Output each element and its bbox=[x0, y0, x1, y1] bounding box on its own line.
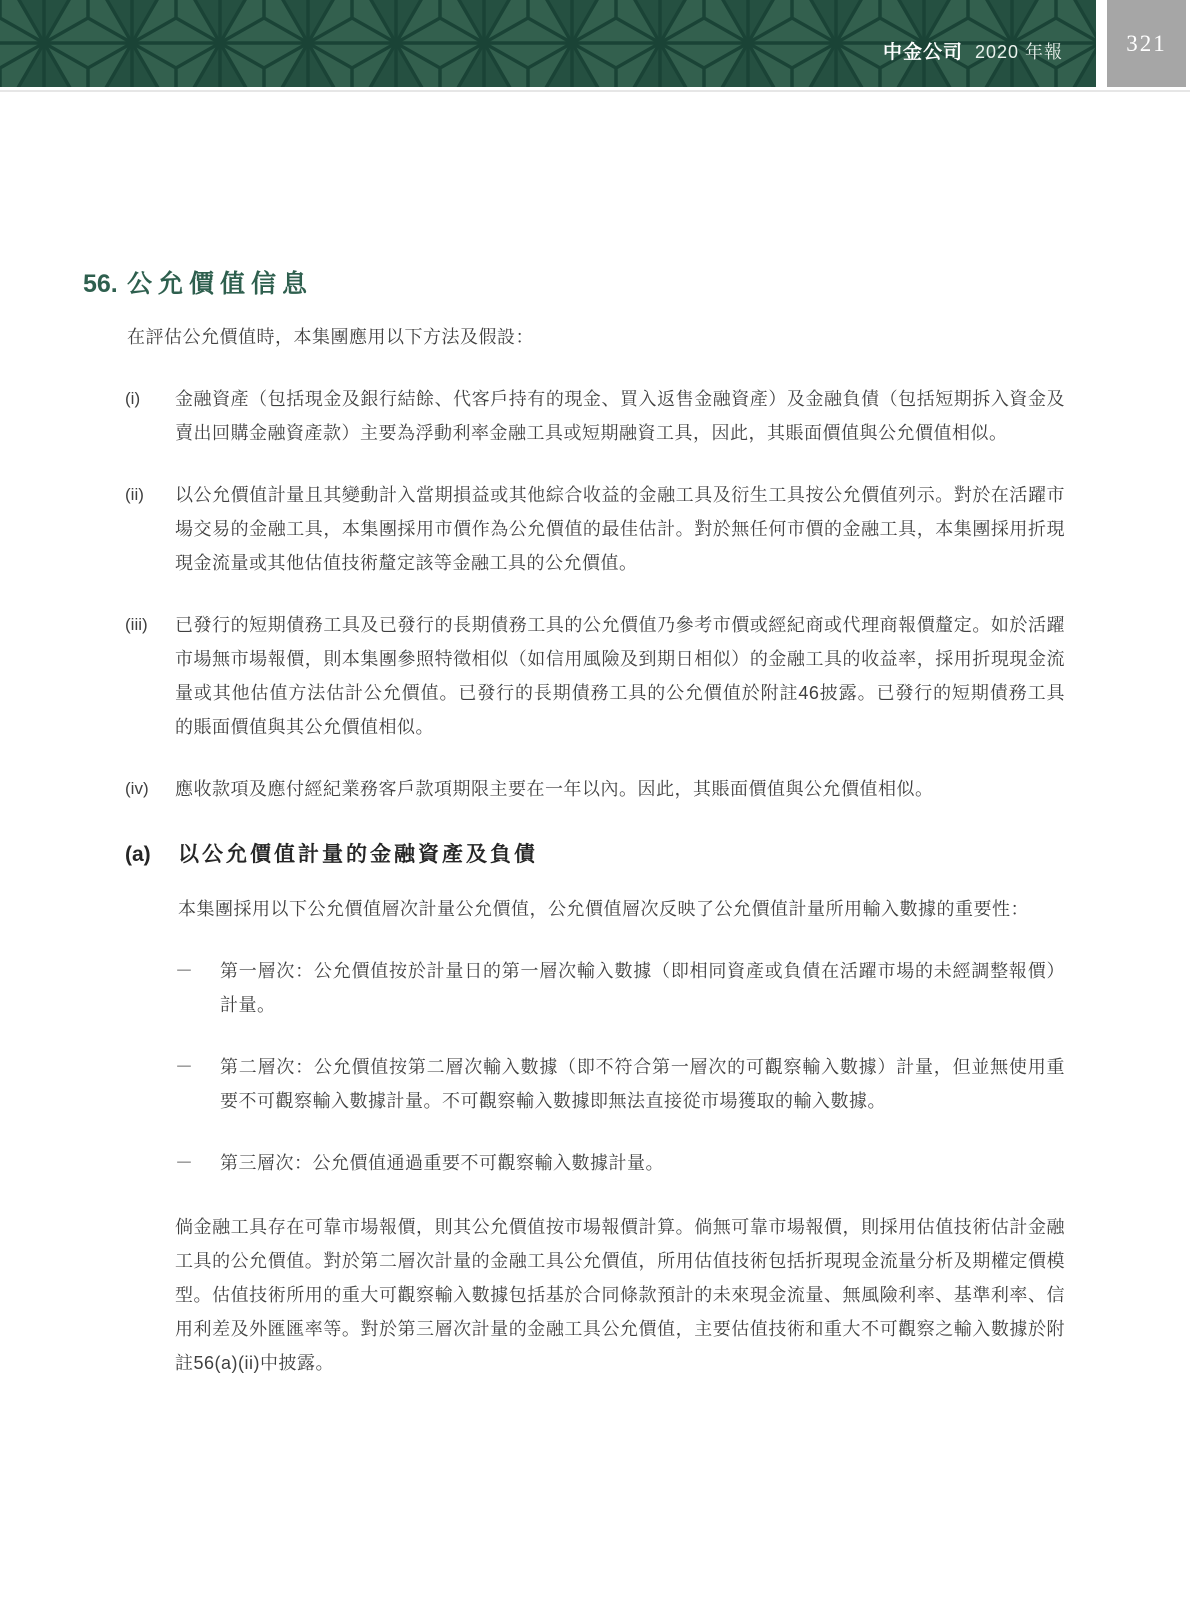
list-item-label: (iv) bbox=[125, 779, 149, 798]
document-content bbox=[83, 264, 1065, 1380]
list-item-text: 以公允價值計量且其變動計入當期損益或其他綜合收益的金融工具及衍生工具按公允價值列示。對於在活躍市場交易的金融工具，本集團採用市價作為公允價值的最佳估計。對於無任何市價的金融工具，本集團採用折現現金流量或其他估值技術釐定該等金融工具的公允價值。 bbox=[175, 485, 1065, 573]
section-intro: 在評估公允價值時，本集團應用以下方法及假設： bbox=[127, 327, 534, 347]
list-item-text: 已發行的短期債務工具及已發行的長期債務工具的公允價值乃參考市價或經紀商或代理商報價釐定。如於活躍市場無市場報價，則本集團參照特徵相似（如信用風險及到期日相似）的金融工具的收益率，採用折現現金流量或其他估值方法估計公允價值。已發行的長期債務工具的公允價值於附註46披露。已發行的短期債務工具的賬面價值與其公允價值相似。 bbox=[175, 615, 1065, 737]
company-name: 中金公司 bbox=[882, 42, 963, 63]
closing-paragraph: 倘金融工具存在可靠市場報價，則其公允價值按市場報價計算。倘無可靠市場報價，則採用估值技術估計金融工具的公允價值。對於第二層次計量的金融工具公允價值，所用估值技術包括折現現金流量分析及期權定價模型。估值技術所用的重大可觀察輸入數據包括基於合同條款預計的未來現金流量、無風險利率、基準利率、信用利差及外匯匯率等。對於第三層次計量的金融工具公允價值，主要估值技術和重大不可觀察之輸入數據於附註56(a)(ii)中披露。 bbox=[175, 1217, 1065, 1373]
dash-icon: － bbox=[175, 961, 193, 981]
subsection-heading bbox=[83, 838, 1065, 868]
list-item-label: (iii) bbox=[125, 615, 148, 634]
bullet-text: 第一層次：公允價值按於計量日的第一層次輸入數據（即相同資產或負債在活躍市場的未經調整報價）計量。 bbox=[220, 961, 1065, 1015]
dash-icon: － bbox=[175, 1057, 193, 1077]
list-item-iii bbox=[83, 608, 1065, 744]
list-item-label: (ii) bbox=[125, 485, 144, 504]
dash-icon: － bbox=[175, 1153, 193, 1173]
list-item-i bbox=[83, 382, 1065, 450]
list-item-ii bbox=[83, 478, 1065, 580]
list-item-text: 應收款項及應付經紀業務客戶款項期限主要在一年以內。因此，其賬面價值與公允價值相似。 bbox=[175, 779, 934, 799]
report-title bbox=[883, 0, 1063, 87]
subsection-label: (a) bbox=[125, 843, 151, 866]
list-item-text: 金融資產（包括現金及銀行結餘、代客戶持有的現金、買入返售金融資產）及金融負債（包括短期拆入資金及賣出回購金融資產款）主要為浮動利率金融工具或短期融資工具，因此，其賬面價值與公允價值相似。 bbox=[175, 389, 1065, 443]
list-item-label: (i) bbox=[125, 389, 141, 408]
page-number: 321 bbox=[1126, 30, 1167, 56]
bullet-level-2 bbox=[175, 1050, 1065, 1118]
header-band bbox=[0, 0, 1096, 87]
section-number: 56. bbox=[83, 270, 118, 298]
bullet-level-3 bbox=[175, 1146, 1065, 1180]
bullet-text: 第二層次：公允價值按第二層次輸入數據（即不符合第一層次的可觀察輸入數據）計量，但並無使用重要不可觀察輸入數據計量。不可觀察輸入數據即無法直接從市場獲取的輸入數據。 bbox=[220, 1057, 1065, 1111]
header-divider bbox=[0, 90, 1190, 92]
subsection-intro: 本集團採用以下公允價值層次計量公允價值，公允價值層次反映了公允價值計量所用輸入數據的重要性： bbox=[178, 899, 1029, 919]
page-number-badge bbox=[1107, 0, 1186, 87]
section-title: 公允價值信息 bbox=[127, 270, 314, 298]
bullet-level-1 bbox=[175, 954, 1065, 1022]
report-year: 2020 年報 bbox=[974, 41, 1063, 62]
bullet-text: 第三層次：公允價值通過重要不可觀察輸入數據計量。 bbox=[220, 1153, 664, 1173]
list-item-iv bbox=[83, 772, 1065, 806]
subsection-title: 以公允價值計量的金融資產及負債 bbox=[178, 843, 538, 866]
section-heading bbox=[83, 264, 1065, 300]
